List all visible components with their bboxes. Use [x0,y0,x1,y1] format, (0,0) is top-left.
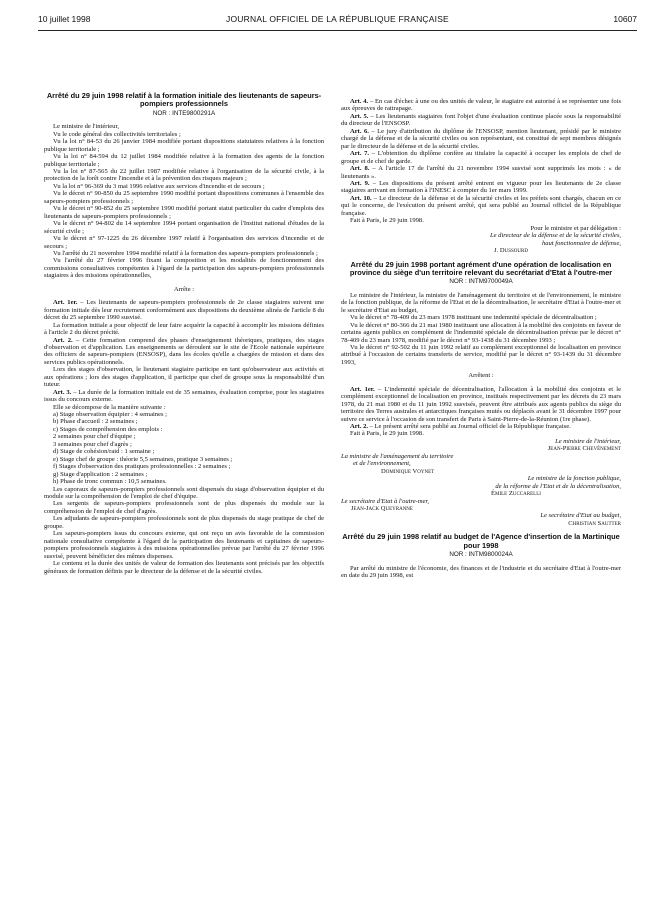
article-text: – Cette formation comprend des phases d'enseignement théoriques, pratiques, des stages d'observation et d'application. Les enseignements se déroulent sur le site de l'Ecole nationale supérieure des officiers de sapeurs-pompiers (ENSOSP), dans les écoles qu'elle a chargées de mission et dans des services publics opérationnels. [44,336,324,366]
article-label: Art. 8. [350,165,370,173]
article-text: – La durée de la formation initiale est de 35 semaines, évaluation comprise, pour les stagiaires issus du concours externe. [44,388,325,404]
list-item: e) Stage chef de groupe : théorie 5,5 semaines, pratique 3 semaines ; [53,455,233,463]
article-label: Art. 2. [53,336,73,344]
decree-nor: NOR : INTE9800291A [152,109,216,117]
signatory-name: Jean-Jack Queyranne [351,505,413,513]
article-8 [341,165,621,180]
article-label: Art. 7. [350,150,370,158]
para: Vu le décret n° 78-409 du 23 mars 1978 instituant une indemnité spéciale de décentralisation ; [350,314,597,322]
arrete-heading: Arrête : [173,285,195,293]
article-1 [44,299,324,321]
signature-line: Pour le ministre et par délégation : [530,224,621,232]
article-5 [341,113,621,128]
para: Vu l'arrêté du 21 novembre 1994 modifié relatif à la formation des sapeurs-pompiers professionnels ; [53,249,318,257]
article-label: Art. 5. [350,112,369,120]
article-text: – L'indemnité spéciale de décentralisation, l'allocation à la mobilité des conjoints et le complément exceptionnel de localisation en province, institués respectivement par les décrets du 23 mars 1978, du 21 mai 1980 et du 11 juin 1992 susvisés, peuvent être attribués aux agents publics du siège du territoire des Terres australes et antarctiques françaises mutés ou déplacés avant le 31 décembre 1997 pour suivre ce service à l'occasion de son transfert de Paris à Saint-Pierre-de-la-Réunion (1re phase). [341,385,621,423]
signature-line: et de l'environnement, [353,460,411,468]
signature-line: de la réforme de l'Etat et de la décentralisation, [495,482,621,490]
para: Par arrêté du ministre de l'économie, des finances et de l'industrie et du secrétaire d'Etat à l'outre-mer en date du 29 juin 1998, est [341,564,621,580]
article-text: – Les lieutenants de sapeurs-pompiers professionnels de 2e classe stagiaires suivent une formation initiale dès leur recrutement conformément aux dispositions du deuxième alinéa de l'article 8 du décret du 25 septembre 1990 susvisé. [44,299,324,322]
para: Vu le décret n° 80-366 du 21 mai 1980 instituant une allocation à la mobilité des conjoints en faveur de certains agents publics en complément de l'indemnité spéciale de décentralisation prévue par le décret n° 78-409 du 23 mars 1978, modifié par le décret n° 93-1438 du 31 décembre 1993 ; [341,321,621,344]
article-text: – Le présent arrêté sera publié au Journal officiel de la République française. [368,423,571,431]
para: Le contenu et la durée des unités de valeur de formation des lieutenants sont précisés par les objectifs généraux de formation définis par le directeur de la défense et de la sécurité civiles. [44,560,324,575]
para: Le ministre de l'intérieur, la ministre de l'aménagement du territoire et de l'environnement, le ministre de la fonction publique, de la réforme de l'Etat et de la décentralisation, le secrétaire d'Etat à l'outre-mer et le secrétaire d'Etat au budget, [341,291,621,314]
para: La formation initiale a pour objectif de leur faire acquérir la capacité à accomplir les missions définies à l'article 2 du décret précité. [44,321,324,337]
article-text: – A l'article 17 de l'arrêté du 21 novembre 1994 susvisé sont supprimés les mots : « de lieutenants ». [341,165,622,180]
list-item: c) Stages de compréhension des emplois : [53,425,163,433]
article-text: – Le directeur de la défense et de la sécurité civiles et les préfets sont chargés, chacun en ce qui le concerne, de l'exécution du présent arrêté, qui sera publié au Journal officiel de la République française. [341,194,621,217]
header-rule [38,30,637,31]
list-item: h) Phase de tronc commun : 10,5 semaines. [53,478,167,486]
article-label: Art. 1er. [53,299,78,307]
list-item: b) Phase d'accueil : 2 semaines ; [53,418,138,426]
list-item: 3 semaines pour chef d'agrès ; [53,440,132,448]
article-6 [341,128,621,150]
article-4 [341,98,621,113]
signatory-name: Émile Zuccarelli [491,490,541,498]
decree-nor: NOR : INTM9700049A [449,278,513,286]
list-item: d) Stage de cohésion/raid : 1 semaine ; [53,448,155,456]
article-1 [341,386,621,423]
para: Vu la loi n° 84-594 du 12 juillet 1984 modifiée relative à la formation des agents de la fonction publique territoriale ; [44,153,324,168]
article-text: – L'obtention du diplôme confère au titulaire la capacité à occuper les emplois de chef de groupe et de chef de garde. [341,150,622,165]
para: Les caporaux de sapeurs-pompiers professionnels sont dispensés du stage d'observation équipier et du module sur la compréhension de l'emploi de chef d'équipe. [44,485,324,501]
article-2 [341,423,621,430]
para: Vu le décret n° 90-850 du 25 septembre 1990 modifié portant dispositions communes à l'ensemble des sapeurs-pompiers professionnels ; [44,190,324,205]
decree-title: Arrêté du 29 juin 1998 portant agrément d'une opération de localisation en province du siège d'un territoire relevant du secrétariat d'Etat à l'outre-mer [349,259,613,277]
article-text: – Les lieutenants stagiaires font l'objet d'une évaluation continue placée sous la responsabilité du directeur de l'ENSOSP. [341,112,621,128]
header-journal-title: JOURNAL OFFICIEL DE LA RÉPUBLIQUE FRANÇAISE [226,14,449,24]
article-label: Art. 10. [350,194,372,202]
signing-place-date: Fait à Paris, le 29 juin 1998. [350,217,424,225]
para: Vu l'arrêté du 27 février 1996 fixant la composition et les modalités de fonctionnement des commissions consultatives compétentes à l'égard de la participation des sapeurs-pompiers professionnels stagiaires à des missions opérationnelles, [44,257,324,280]
signatory-name: J. Dussourd [494,247,528,255]
article-7 [341,150,621,165]
signature-line: haut fonctionnaire de défense, [541,239,621,247]
signatory-name: Christian Sautter [568,519,621,527]
list-item: a) Stage observation équipier : 4 semaines ; [53,411,167,419]
decree-title: Arrêté du 29 juin 1998 relatif au budget de l'Agence d'insertion de la Martinique pour 1998 [342,532,620,550]
signature-line: Le secrétaire d'Etat au budget, [540,512,621,520]
article-10 [341,195,621,217]
decree-title: Arrêté du 29 juin 1998 relatif à la formation initiale des lieutenants de sapeurs-pompiers professionnels [46,91,322,109]
para: Vu le décret n° 97-1225 du 26 décembre 1997 relatif à l'organisation des services d'incendie et de secours ; [44,235,324,250]
article-label: Art. 2. [350,423,368,431]
signing-place-date: Fait à Paris, le 29 juin 1998. [350,430,424,438]
article-label: Art. 1er. [350,385,375,393]
article-2 [44,337,324,367]
article-label: Art. 3. [53,388,72,396]
para: Vu la loi n° 87-565 du 22 juillet 1987 modifiée relative à l'organisation de la sécurité civile, à la protection de la forêt contre l'incendie et à la prévention des risques majeurs ; [44,167,324,183]
article-text: – Le jury d'attribution du diplôme de l'ENSOSP, mention lieutenant, présidé par le ministre chargé de la défense et de la sécurité civiles ou son représentant, est constitué de sept membres désignés par le directeur de la défense et de la sécurité civiles. [341,127,621,150]
list-item: 2 semaines pour chef d'équipe ; [53,433,136,441]
signatory-name: Dominique Voynet [381,467,435,475]
article-text: – Les dispositions du présent arrêté entrent en vigueur pour les lieutenants de 2e classe stagiaires arrivant en formation à l'INESC à compter du 1er mars 1999. [341,179,621,195]
para: Vu le code général des collectivités territoriales ; [53,130,181,138]
para: Vu le décret n° 94-802 du 14 septembre 1994 portant organisation de l'Institut national d'études de la sécurité civile ; [44,220,324,235]
para: Vu la loi n° 84-53 du 26 janvier 1984 modifiée portant dispositions statutaires relatives à la fonction publique territoriale ; [44,138,324,153]
article-3 [44,389,324,404]
page-header [38,14,637,28]
signatory-name: Jean-Pierre Chevènement [547,445,621,453]
header-page-number: 10607 [613,14,637,24]
article-label: Art. 6. [350,127,369,135]
para: Le ministre de l'intérieur, [53,123,119,131]
decree-nor: NOR : INTM9800024A [449,551,513,559]
list-item: g) Stage d'application : 2 semaines ; [53,470,148,478]
para: Les sergents de sapeurs-pompiers professionnels sont de plus dispensés du module sur la compréhension de l'emploi de chef d'agrès. [44,500,324,515]
arrete-heading: Arrêtent : [468,372,494,380]
article-label: Art. 4. [350,98,369,105]
para: Lors des stages d'observation, le lieutenant stagiaire participe en tant qu'observateur aux activités et aux opérations ; lors des stages d'application, il participe que chef de groupe sous la responsabilité d'un tuteur. [44,366,324,389]
para: Vu le décret n° 92-502 du 11 juin 1992 relatif au complément exceptionnel de localisation en province attribué à l'occasion de certains transferts de service, modifié par le décret n° 93-1439 du 31 décembre 1993, [341,343,621,366]
article-9 [341,180,621,195]
left-column [44,92,324,575]
right-column [341,98,621,580]
para: Les sapeurs-pompiers issus du concours externe, qui ont reçu un avis favorable de la commission nationale consultative compétente à l'égard de la participation des lieutenants et capitaines de sapeurs-pompiers professionnels stagiaires à des missions opérationnelles prévue par l'arrêté du 27 février 1996 susvisé, peuvent bénéficier des mêmes dispenses. [44,530,324,560]
para: Vu la loi n° 96-369 du 3 mai 1996 relative aux services d'incendie et de secours ; [53,182,265,190]
signature-line: La ministre de l'aménagement du territoire [341,452,454,460]
para: Vu le décret n° 90-852 du 25 septembre 1990 modifié portant statut particulier du cadre d'emplois des lieutenants de sapeurs-pompiers professionnels ; [44,205,324,220]
signature-line: Le secrétaire d'Etat à l'outre-mer, [341,497,429,505]
signature-line: Le ministre de la fonction publique, [527,475,621,483]
signature-line: Le directeur de la défense et de la sécurité civiles, [489,232,621,240]
para: Les adjudants de sapeurs-pompiers professionnels sont de plus dispensés du stage pratique de chef de groupe. [44,515,324,530]
header-date: 10 juillet 1998 [38,14,91,24]
para: Elle se décompose de la manière suivante : [53,403,166,411]
article-text: – En cas d'échec à une ou des unités de valeur, le stagiaire est autorisé à se représenter une fois aux épreuves de rattrapage. [341,98,622,113]
signature-line: Le ministre de l'intérieur, [555,437,621,445]
list-item: f) Stages d'observation des pratiques professionnelles : 2 semaines ; [53,463,231,471]
article-label: Art. 9. [350,179,370,187]
